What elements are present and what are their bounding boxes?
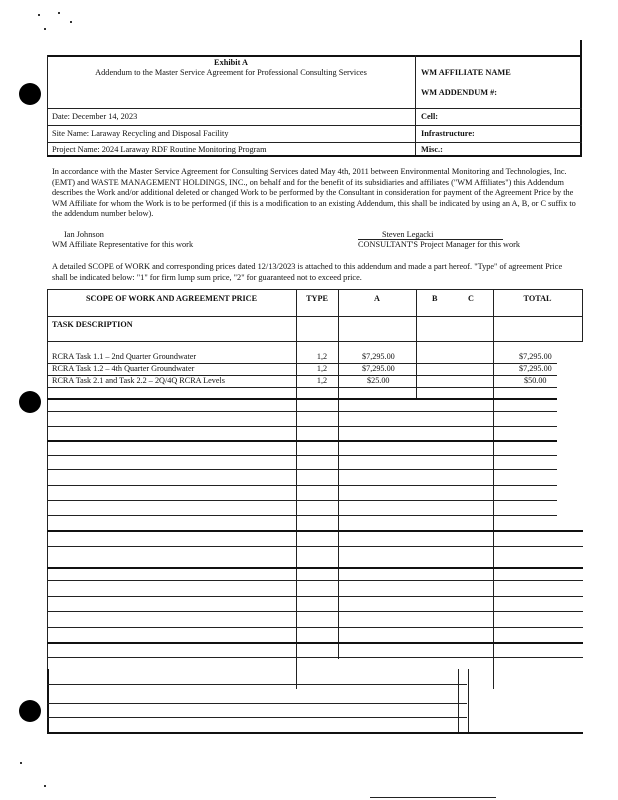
punch-hole	[19, 83, 41, 105]
punch-hole	[19, 391, 41, 413]
scan-speck	[20, 762, 22, 764]
column-header-scope: SCOPE OF WORK AND AGREEMENT PRICE	[85, 294, 258, 303]
scan-speck	[70, 21, 72, 23]
row-description: RCRA Task 2.1 and Task 2.2 – 2Q/4Q RCRA Levels	[52, 376, 225, 385]
scan-speck	[44, 785, 46, 787]
row-price-a: $7,295.00	[362, 364, 395, 373]
scan-speck	[38, 14, 40, 16]
infrastructure-label: Infrastructure:	[421, 129, 475, 138]
row-type: 1,2	[316, 352, 328, 361]
wm-representative-label: WM Affiliate Representative for this work	[52, 240, 194, 249]
row-price-a: $25.00	[367, 376, 390, 385]
site-name-field: Site Name: Laraway Recycling and Disposal Facility	[52, 129, 229, 138]
column-header-type: TYPE	[306, 294, 328, 303]
row-total: $7,295.00	[519, 364, 552, 373]
addendum-number-label: WM ADDENDUM #:	[421, 88, 498, 97]
project-manager-name: Steven Legacki	[382, 230, 434, 239]
exhibit-title: Exhibit A	[214, 58, 248, 67]
row-total: $50.00	[524, 376, 547, 385]
cell-label: Cell:	[421, 112, 439, 121]
row-description: RCRA Task 1.1 – 2nd Quarter Groundwater	[52, 352, 197, 361]
project-manager-label: CONSULTANT'S Project Manager for this work	[358, 240, 521, 249]
wm-representative-name: Ian Johnson	[64, 230, 104, 239]
row-type: 1,2	[316, 364, 328, 373]
row-total: $7,295.00	[519, 352, 552, 361]
affiliate-name-label: WM AFFILIATE NAME	[421, 68, 511, 77]
misc-label: Misc.:	[421, 145, 443, 154]
column-header-c: C	[468, 294, 474, 303]
column-header-total: TOTAL	[523, 294, 552, 303]
column-header-a: A	[374, 294, 380, 303]
task-description-label: TASK DESCRIPTION	[52, 320, 133, 329]
project-name-field: Project Name: 2024 Laraway RDF Routine Monitoring Program	[52, 145, 267, 154]
scan-speck	[44, 28, 46, 30]
row-description: RCRA Task 1.2 – 4th Quarter Groundwater	[52, 364, 195, 373]
intro-paragraph: In accordance with the Master Service Agreement for Consulting Services dated May 4th, 2011 between Environmental Monitoring and Technologies, Inc. (EMT) and WASTE MANAGEMENT HOLDINGS, INC., on behalf and for the benefit of its subsidiaries and affiliates ("WM Affiliates") this Addendum describes the Work and/or additional deleted or changed Work to be performed by the Consultant in consideration for payment of the Agreement Price by the WM Affiliate for whom the Work is to be performed (if this is a modification to an existing Addendum, this shall be indicated by using an A, B, or C suffix to the addendum number below).	[52, 167, 576, 218]
scope-paragraph: A detailed SCOPE of WORK and corresponding prices dated 12/13/2023 is attached to this addendum and made a part hereof. "Type" of agreement Price shall be indicated below: "1" for firm lump sum price, "2" for guaranteed not to exceed price.	[52, 262, 563, 282]
row-price-a: $7,295.00	[362, 352, 395, 361]
addendum-title: Addendum to the Master Service Agreement for Professional Consulting Services	[95, 68, 367, 77]
date-field: Date: December 14, 2023	[52, 112, 138, 121]
punch-hole	[19, 700, 41, 722]
scan-speck	[58, 12, 60, 14]
column-header-b: B	[432, 294, 438, 303]
row-type: 1,2	[316, 376, 328, 385]
